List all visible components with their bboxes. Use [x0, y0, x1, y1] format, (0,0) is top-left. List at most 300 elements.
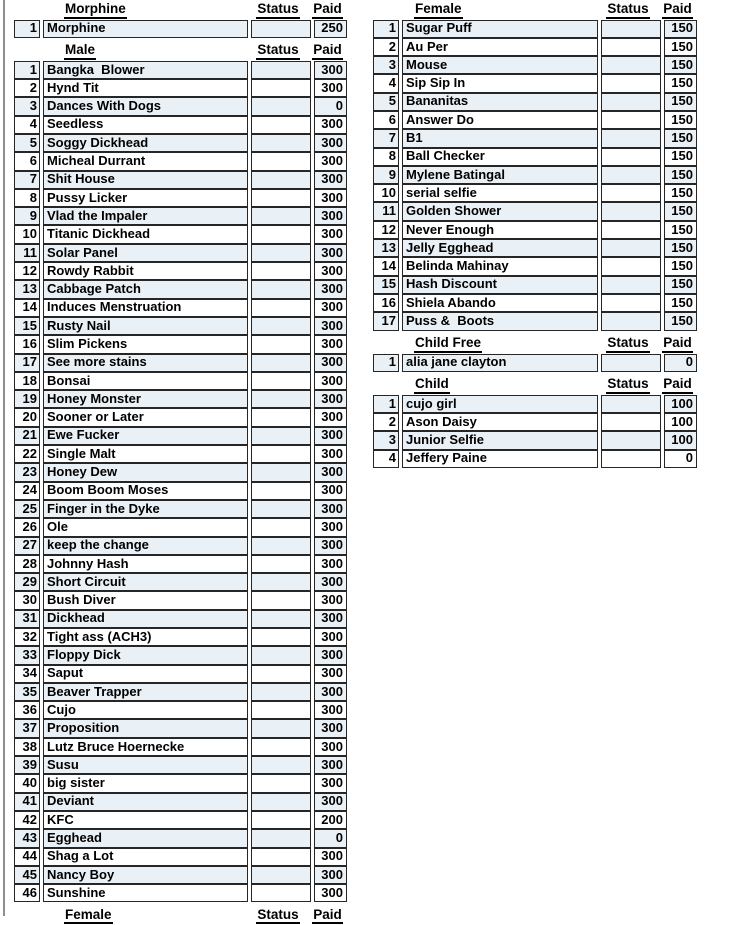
row-number-cell[interactable]: 1 [14, 61, 40, 79]
name-cell[interactable]: serial selfie [402, 184, 598, 202]
status-cell[interactable] [601, 239, 661, 257]
name-cell[interactable]: Shit House [43, 171, 248, 189]
paid-cell[interactable]: 150 [664, 74, 697, 92]
name-cell[interactable]: Beaver Trapper [43, 683, 248, 701]
status-cell[interactable] [251, 665, 311, 683]
name-cell[interactable]: Soggy Dickhead [43, 134, 248, 152]
section-title-wrap [14, 43, 248, 60]
status-cell[interactable] [251, 354, 311, 372]
paid-cell[interactable]: 300 [314, 244, 347, 262]
row-number-cell[interactable]: 4 [373, 450, 399, 468]
table-row [373, 202, 697, 220]
row-number-cell[interactable]: 12 [373, 221, 399, 239]
paid-cell[interactable]: 300 [314, 116, 347, 134]
name-cell[interactable]: Vlad the Impaler [43, 207, 248, 225]
paid-cell[interactable]: 300 [314, 317, 347, 335]
status-column-header: Status [606, 336, 649, 353]
row-number-cell[interactable]: 42 [14, 811, 40, 829]
name-cell[interactable]: big sister [43, 774, 248, 792]
paid-column-header: Paid [662, 2, 693, 19]
name-cell[interactable]: Finger in the Dyke [43, 500, 248, 518]
name-cell[interactable]: Micheal Durrant [43, 152, 248, 170]
paid-cell[interactable]: 150 [664, 239, 697, 257]
table-row [14, 20, 347, 38]
status-cell[interactable] [251, 335, 311, 353]
paid-cell[interactable]: 150 [664, 202, 697, 220]
status-cell[interactable] [251, 225, 311, 243]
paid-cell[interactable]: 300 [314, 299, 347, 317]
row-number-cell[interactable]: 17 [373, 312, 399, 330]
name-cell[interactable]: Deviant [43, 793, 248, 811]
row-number-cell[interactable]: 35 [14, 683, 40, 701]
status-cell[interactable] [251, 427, 311, 445]
row-number-cell[interactable]: 29 [14, 573, 40, 591]
status-cell[interactable] [251, 610, 311, 628]
paid-cell[interactable]: 150 [664, 93, 697, 111]
paid-cell[interactable]: 150 [664, 221, 697, 239]
row-number-cell[interactable]: 20 [14, 408, 40, 426]
paid-cell[interactable]: 300 [314, 463, 347, 481]
paid-cell[interactable]: 300 [314, 445, 347, 463]
paid-cell[interactable]: 150 [664, 312, 697, 330]
row-number-cell[interactable]: 44 [14, 848, 40, 866]
name-cell[interactable]: Ball Checker [402, 148, 598, 166]
paid-cell[interactable]: 150 [664, 148, 697, 166]
status-cell[interactable] [251, 774, 311, 792]
row-number-cell[interactable]: 28 [14, 555, 40, 573]
status-cell[interactable] [251, 79, 311, 97]
paid-cell[interactable]: 300 [314, 628, 347, 646]
status-cell[interactable] [251, 97, 311, 115]
status-cell[interactable] [251, 628, 311, 646]
paid-cell[interactable]: 300 [314, 171, 347, 189]
status-cell[interactable] [251, 555, 311, 573]
row-number-cell[interactable]: 1 [14, 20, 40, 38]
name-cell[interactable]: keep the change [43, 537, 248, 555]
row-number-cell[interactable]: 6 [14, 152, 40, 170]
status-cell[interactable] [251, 390, 311, 408]
name-cell[interactable]: B1 [402, 129, 598, 147]
paid-cell[interactable]: 300 [314, 225, 347, 243]
row-number-cell[interactable]: 1 [373, 354, 399, 372]
row-number-cell[interactable]: 9 [14, 207, 40, 225]
paid-cell[interactable]: 150 [664, 111, 697, 129]
status-cell[interactable] [251, 134, 311, 152]
paid-cell[interactable]: 300 [314, 500, 347, 518]
paid-cell[interactable]: 300 [314, 646, 347, 664]
status-cell[interactable] [251, 20, 311, 38]
table-row [14, 811, 347, 829]
row-number-cell[interactable]: 12 [14, 262, 40, 280]
paid-cell[interactable]: 300 [314, 591, 347, 609]
paid-cell[interactable]: 300 [314, 482, 347, 500]
status-cell[interactable] [601, 148, 661, 166]
table-row [14, 537, 347, 555]
paid-cell[interactable]: 300 [314, 555, 347, 573]
name-cell[interactable]: KFC [43, 811, 248, 829]
status-cell[interactable] [251, 317, 311, 335]
status-cell[interactable] [601, 184, 661, 202]
name-cell[interactable]: alia jane clayton [402, 354, 598, 372]
section-title: Male [64, 43, 96, 60]
name-cell[interactable]: Never Enough [402, 221, 598, 239]
row-number-cell[interactable]: 46 [14, 884, 40, 902]
paid-cell[interactable]: 150 [664, 38, 697, 56]
status-cell[interactable] [251, 518, 311, 536]
row-number-cell[interactable]: 30 [14, 591, 40, 609]
status-cell[interactable] [251, 756, 311, 774]
paid-cell[interactable]: 300 [314, 866, 347, 884]
paid-cell[interactable]: 250 [314, 20, 347, 38]
row-number-cell[interactable]: 18 [14, 372, 40, 390]
name-cell[interactable]: Dances With Dogs [43, 97, 248, 115]
status-cell[interactable] [251, 866, 311, 884]
row-number-cell[interactable]: 17 [14, 354, 40, 372]
name-cell[interactable]: Cujo [43, 701, 248, 719]
row-number-cell[interactable]: 3 [373, 431, 399, 449]
row-number-cell[interactable]: 6 [373, 111, 399, 129]
table-row [14, 848, 347, 866]
name-cell[interactable]: Short Circuit [43, 573, 248, 591]
paid-cell[interactable]: 150 [664, 276, 697, 294]
name-cell[interactable]: Hash Discount [402, 276, 598, 294]
name-cell[interactable]: Rowdy Rabbit [43, 262, 248, 280]
paid-cell[interactable]: 300 [314, 61, 347, 79]
row-number-cell[interactable]: 21 [14, 427, 40, 445]
row-number-cell[interactable]: 3 [373, 56, 399, 74]
row-number-cell[interactable]: 36 [14, 701, 40, 719]
row-number-cell[interactable]: 45 [14, 866, 40, 884]
status-cell[interactable] [601, 129, 661, 147]
status-cell[interactable] [251, 244, 311, 262]
name-cell[interactable]: Golden Shower [402, 202, 598, 220]
paid-cell[interactable]: 300 [314, 262, 347, 280]
table-row [14, 335, 347, 353]
name-cell[interactable]: Bonsai [43, 372, 248, 390]
name-cell[interactable]: Egghead [43, 829, 248, 847]
paid-cell[interactable]: 300 [314, 884, 347, 902]
paid-cell[interactable]: 300 [314, 152, 347, 170]
paid-cell[interactable]: 0 [664, 354, 697, 372]
row-number-cell[interactable]: 9 [373, 166, 399, 184]
section-title: Child [414, 377, 450, 394]
paid-cell[interactable]: 150 [664, 184, 697, 202]
name-cell[interactable]: Lutz Bruce Hoernecke [43, 738, 248, 756]
row-number-cell[interactable]: 3 [14, 97, 40, 115]
table-row [14, 500, 347, 518]
status-cell[interactable] [251, 482, 311, 500]
table-row [14, 555, 347, 573]
status-cell[interactable] [251, 646, 311, 664]
row-number-cell[interactable]: 13 [373, 239, 399, 257]
status-cell[interactable] [251, 537, 311, 555]
status-cell[interactable] [601, 354, 661, 372]
name-cell[interactable]: Single Malt [43, 445, 248, 463]
name-cell[interactable]: Hynd Tit [43, 79, 248, 97]
status-cell[interactable] [251, 500, 311, 518]
row-number-cell[interactable]: 8 [14, 189, 40, 207]
paid-cell[interactable]: 150 [664, 129, 697, 147]
name-cell[interactable]: Sugar Puff [402, 20, 598, 38]
status-cell[interactable] [251, 811, 311, 829]
name-cell[interactable]: Au Per [402, 38, 598, 56]
paid-cell[interactable]: 300 [314, 427, 347, 445]
name-cell[interactable]: Seedless [43, 116, 248, 134]
paid-cell[interactable]: 300 [314, 756, 347, 774]
status-cell[interactable] [601, 450, 661, 468]
name-cell[interactable]: Saput [43, 665, 248, 683]
row-number-cell[interactable]: 40 [14, 774, 40, 792]
name-cell[interactable]: Junior Selfie [402, 431, 598, 449]
table-row [373, 395, 697, 413]
row-number-cell[interactable]: 11 [14, 244, 40, 262]
row-number-cell[interactable]: 13 [14, 280, 40, 298]
row-number-cell[interactable]: 1 [373, 395, 399, 413]
name-cell[interactable]: Bush Diver [43, 591, 248, 609]
name-cell[interactable]: Sooner or Later [43, 408, 248, 426]
table-row [14, 152, 347, 170]
row-number-cell[interactable]: 7 [14, 171, 40, 189]
status-cell[interactable] [251, 463, 311, 481]
paid-column-header: Paid [662, 377, 693, 394]
paid-cell[interactable]: 300 [314, 79, 347, 97]
paid-cell[interactable]: 300 [314, 774, 347, 792]
status-cell[interactable] [601, 111, 661, 129]
table-row [14, 390, 347, 408]
row-number-cell[interactable]: 10 [14, 225, 40, 243]
status-cell[interactable] [601, 74, 661, 92]
name-cell[interactable]: Dickhead [43, 610, 248, 628]
row-number-cell[interactable]: 26 [14, 518, 40, 536]
status-column-header: Status [256, 908, 299, 925]
status-cell[interactable] [251, 372, 311, 390]
row-number-cell[interactable]: 14 [14, 299, 40, 317]
row-number-cell[interactable]: 19 [14, 390, 40, 408]
paid-cell[interactable]: 100 [664, 431, 697, 449]
status-cell[interactable] [251, 280, 311, 298]
paid-cell[interactable]: 300 [314, 390, 347, 408]
status-cell[interactable] [601, 166, 661, 184]
name-cell[interactable]: Nancy Boy [43, 866, 248, 884]
status-cell[interactable] [251, 884, 311, 902]
name-cell[interactable]: Solar Panel [43, 244, 248, 262]
paid-cell[interactable]: 200 [314, 811, 347, 829]
name-cell[interactable]: Mouse [402, 56, 598, 74]
paid-cell[interactable]: 300 [314, 701, 347, 719]
row-number-cell[interactable]: 33 [14, 646, 40, 664]
paid-cell[interactable]: 150 [664, 20, 697, 38]
row-number-cell[interactable]: 41 [14, 793, 40, 811]
name-cell[interactable]: Honey Monster [43, 390, 248, 408]
row-number-cell[interactable]: 2 [14, 79, 40, 97]
name-cell[interactable]: Floppy Dick [43, 646, 248, 664]
name-cell[interactable]: Johnny Hash [43, 555, 248, 573]
name-cell[interactable]: Ole [43, 518, 248, 536]
status-cell[interactable] [251, 591, 311, 609]
name-cell[interactable]: Mylene Batingal [402, 166, 598, 184]
row-number-cell[interactable]: 10 [373, 184, 399, 202]
status-cell[interactable] [601, 56, 661, 74]
paid-cell[interactable]: 300 [314, 354, 347, 372]
name-cell[interactable]: cujo girl [402, 395, 598, 413]
name-cell[interactable]: Jeffery Paine [402, 450, 598, 468]
name-cell[interactable]: Bangka Blower [43, 61, 248, 79]
paid-cell[interactable]: 100 [664, 395, 697, 413]
paid-cell[interactable]: 300 [314, 573, 347, 591]
status-cell[interactable] [251, 207, 311, 225]
paid-cell[interactable]: 300 [314, 335, 347, 353]
row-number-cell[interactable]: 34 [14, 665, 40, 683]
status-cell[interactable] [601, 312, 661, 330]
row-number-cell[interactable]: 8 [373, 148, 399, 166]
status-cell[interactable] [251, 445, 311, 463]
row-number-cell[interactable]: 43 [14, 829, 40, 847]
status-cell[interactable] [601, 93, 661, 111]
status-cell[interactable] [601, 413, 661, 431]
row-number-cell[interactable]: 23 [14, 463, 40, 481]
table-row [14, 445, 347, 463]
name-cell[interactable]: Answer Do [402, 111, 598, 129]
row-number-cell[interactable]: 38 [14, 738, 40, 756]
status-column-header: Status [256, 2, 299, 19]
name-cell[interactable]: Jelly Egghead [402, 239, 598, 257]
name-cell[interactable]: Puss & Boots [402, 312, 598, 330]
status-cell[interactable] [251, 171, 311, 189]
name-cell[interactable]: Rusty Nail [43, 317, 248, 335]
table-row [14, 207, 347, 225]
row-number-cell[interactable]: 39 [14, 756, 40, 774]
row-number-cell[interactable]: 5 [373, 93, 399, 111]
paid-cell[interactable]: 0 [664, 450, 697, 468]
row-number-cell[interactable]: 16 [14, 335, 40, 353]
row-number-cell[interactable]: 25 [14, 500, 40, 518]
paid-cell[interactable]: 300 [314, 280, 347, 298]
name-cell[interactable]: See more stains [43, 354, 248, 372]
status-cell[interactable] [251, 116, 311, 134]
name-cell[interactable]: Belinda Mahinay [402, 257, 598, 275]
status-cell[interactable] [251, 189, 311, 207]
status-cell[interactable] [251, 701, 311, 719]
paid-cell[interactable]: 300 [314, 793, 347, 811]
row-number-cell[interactable]: 16 [373, 294, 399, 312]
name-cell[interactable]: Titanic Dickhead [43, 225, 248, 243]
row-number-cell[interactable]: 37 [14, 719, 40, 737]
paid-cell[interactable]: 300 [314, 408, 347, 426]
row-number-cell[interactable]: 7 [373, 129, 399, 147]
name-cell[interactable]: Ason Daisy [402, 413, 598, 431]
name-cell[interactable]: Shiela Abando [402, 294, 598, 312]
status-cell[interactable] [251, 738, 311, 756]
paid-cell[interactable]: 150 [664, 257, 697, 275]
status-cell[interactable] [251, 61, 311, 79]
status-cell[interactable] [601, 395, 661, 413]
row-number-cell[interactable]: 1 [373, 20, 399, 38]
row-number-cell[interactable]: 14 [373, 257, 399, 275]
paid-cell[interactable]: 300 [314, 719, 347, 737]
paid-cell[interactable]: 300 [314, 610, 347, 628]
status-cell[interactable] [251, 573, 311, 591]
paid-cell[interactable]: 150 [664, 56, 697, 74]
row-number-cell[interactable]: 31 [14, 610, 40, 628]
name-cell[interactable]: Induces Menstruation [43, 299, 248, 317]
row-number-cell[interactable]: 2 [373, 413, 399, 431]
paid-cell[interactable]: 300 [314, 207, 347, 225]
table-row [373, 413, 697, 431]
status-cell[interactable] [601, 294, 661, 312]
name-cell[interactable]: Proposition [43, 719, 248, 737]
status-cell[interactable] [251, 152, 311, 170]
name-cell[interactable]: Tight ass (ACH3) [43, 628, 248, 646]
status-cell[interactable] [251, 848, 311, 866]
status-cell[interactable] [601, 276, 661, 294]
name-cell[interactable]: Slim Pickens [43, 335, 248, 353]
status-cell[interactable] [251, 793, 311, 811]
status-cell[interactable] [601, 257, 661, 275]
status-cell[interactable] [251, 829, 311, 847]
paid-cell[interactable]: 300 [314, 738, 347, 756]
name-cell[interactable]: Sunshine [43, 884, 248, 902]
name-cell[interactable]: Morphine [43, 20, 248, 38]
paid-cell[interactable]: 300 [314, 372, 347, 390]
row-number-cell[interactable]: 4 [373, 74, 399, 92]
name-cell[interactable]: Bananitas [402, 93, 598, 111]
row-number-cell[interactable]: 22 [14, 445, 40, 463]
paid-cell[interactable]: 300 [314, 665, 347, 683]
name-cell[interactable]: Honey Dew [43, 463, 248, 481]
paid-cell[interactable]: 100 [664, 413, 697, 431]
name-cell[interactable]: Pussy Licker [43, 189, 248, 207]
row-number-cell[interactable]: 24 [14, 482, 40, 500]
status-cell[interactable] [601, 431, 661, 449]
status-cell[interactable] [601, 38, 661, 56]
status-cell[interactable] [251, 262, 311, 280]
paid-cell[interactable]: 0 [314, 97, 347, 115]
row-number-cell[interactable]: 15 [14, 317, 40, 335]
row-number-cell[interactable]: 4 [14, 116, 40, 134]
paid-cell[interactable]: 300 [314, 848, 347, 866]
name-cell[interactable]: Ewe Fucker [43, 427, 248, 445]
status-column-header-wrap [248, 43, 308, 60]
status-cell[interactable] [251, 408, 311, 426]
status-cell[interactable] [601, 202, 661, 220]
row-number-cell[interactable]: 15 [373, 276, 399, 294]
row-number-cell[interactable]: 27 [14, 537, 40, 555]
paid-cell[interactable]: 150 [664, 166, 697, 184]
row-number-cell[interactable]: 5 [14, 134, 40, 152]
name-cell[interactable]: Cabbage Patch [43, 280, 248, 298]
paid-column-header-wrap [661, 336, 694, 353]
paid-cell[interactable]: 300 [314, 537, 347, 555]
status-cell[interactable] [601, 20, 661, 38]
status-cell[interactable] [601, 221, 661, 239]
row-number-cell[interactable]: 2 [373, 38, 399, 56]
paid-cell[interactable]: 150 [664, 294, 697, 312]
name-cell[interactable]: Shag a Lot [43, 848, 248, 866]
name-cell[interactable]: Boom Boom Moses [43, 482, 248, 500]
row-number-cell[interactable]: 32 [14, 628, 40, 646]
paid-cell[interactable]: 300 [314, 134, 347, 152]
status-cell[interactable] [251, 719, 311, 737]
paid-cell[interactable]: 300 [314, 683, 347, 701]
status-cell[interactable] [251, 683, 311, 701]
name-cell[interactable]: Sip Sip In [402, 74, 598, 92]
status-cell[interactable] [251, 299, 311, 317]
name-cell[interactable]: Susu [43, 756, 248, 774]
paid-cell[interactable]: 0 [314, 829, 347, 847]
paid-cell[interactable]: 300 [314, 189, 347, 207]
paid-cell[interactable]: 300 [314, 518, 347, 536]
row-number-cell[interactable]: 11 [373, 202, 399, 220]
